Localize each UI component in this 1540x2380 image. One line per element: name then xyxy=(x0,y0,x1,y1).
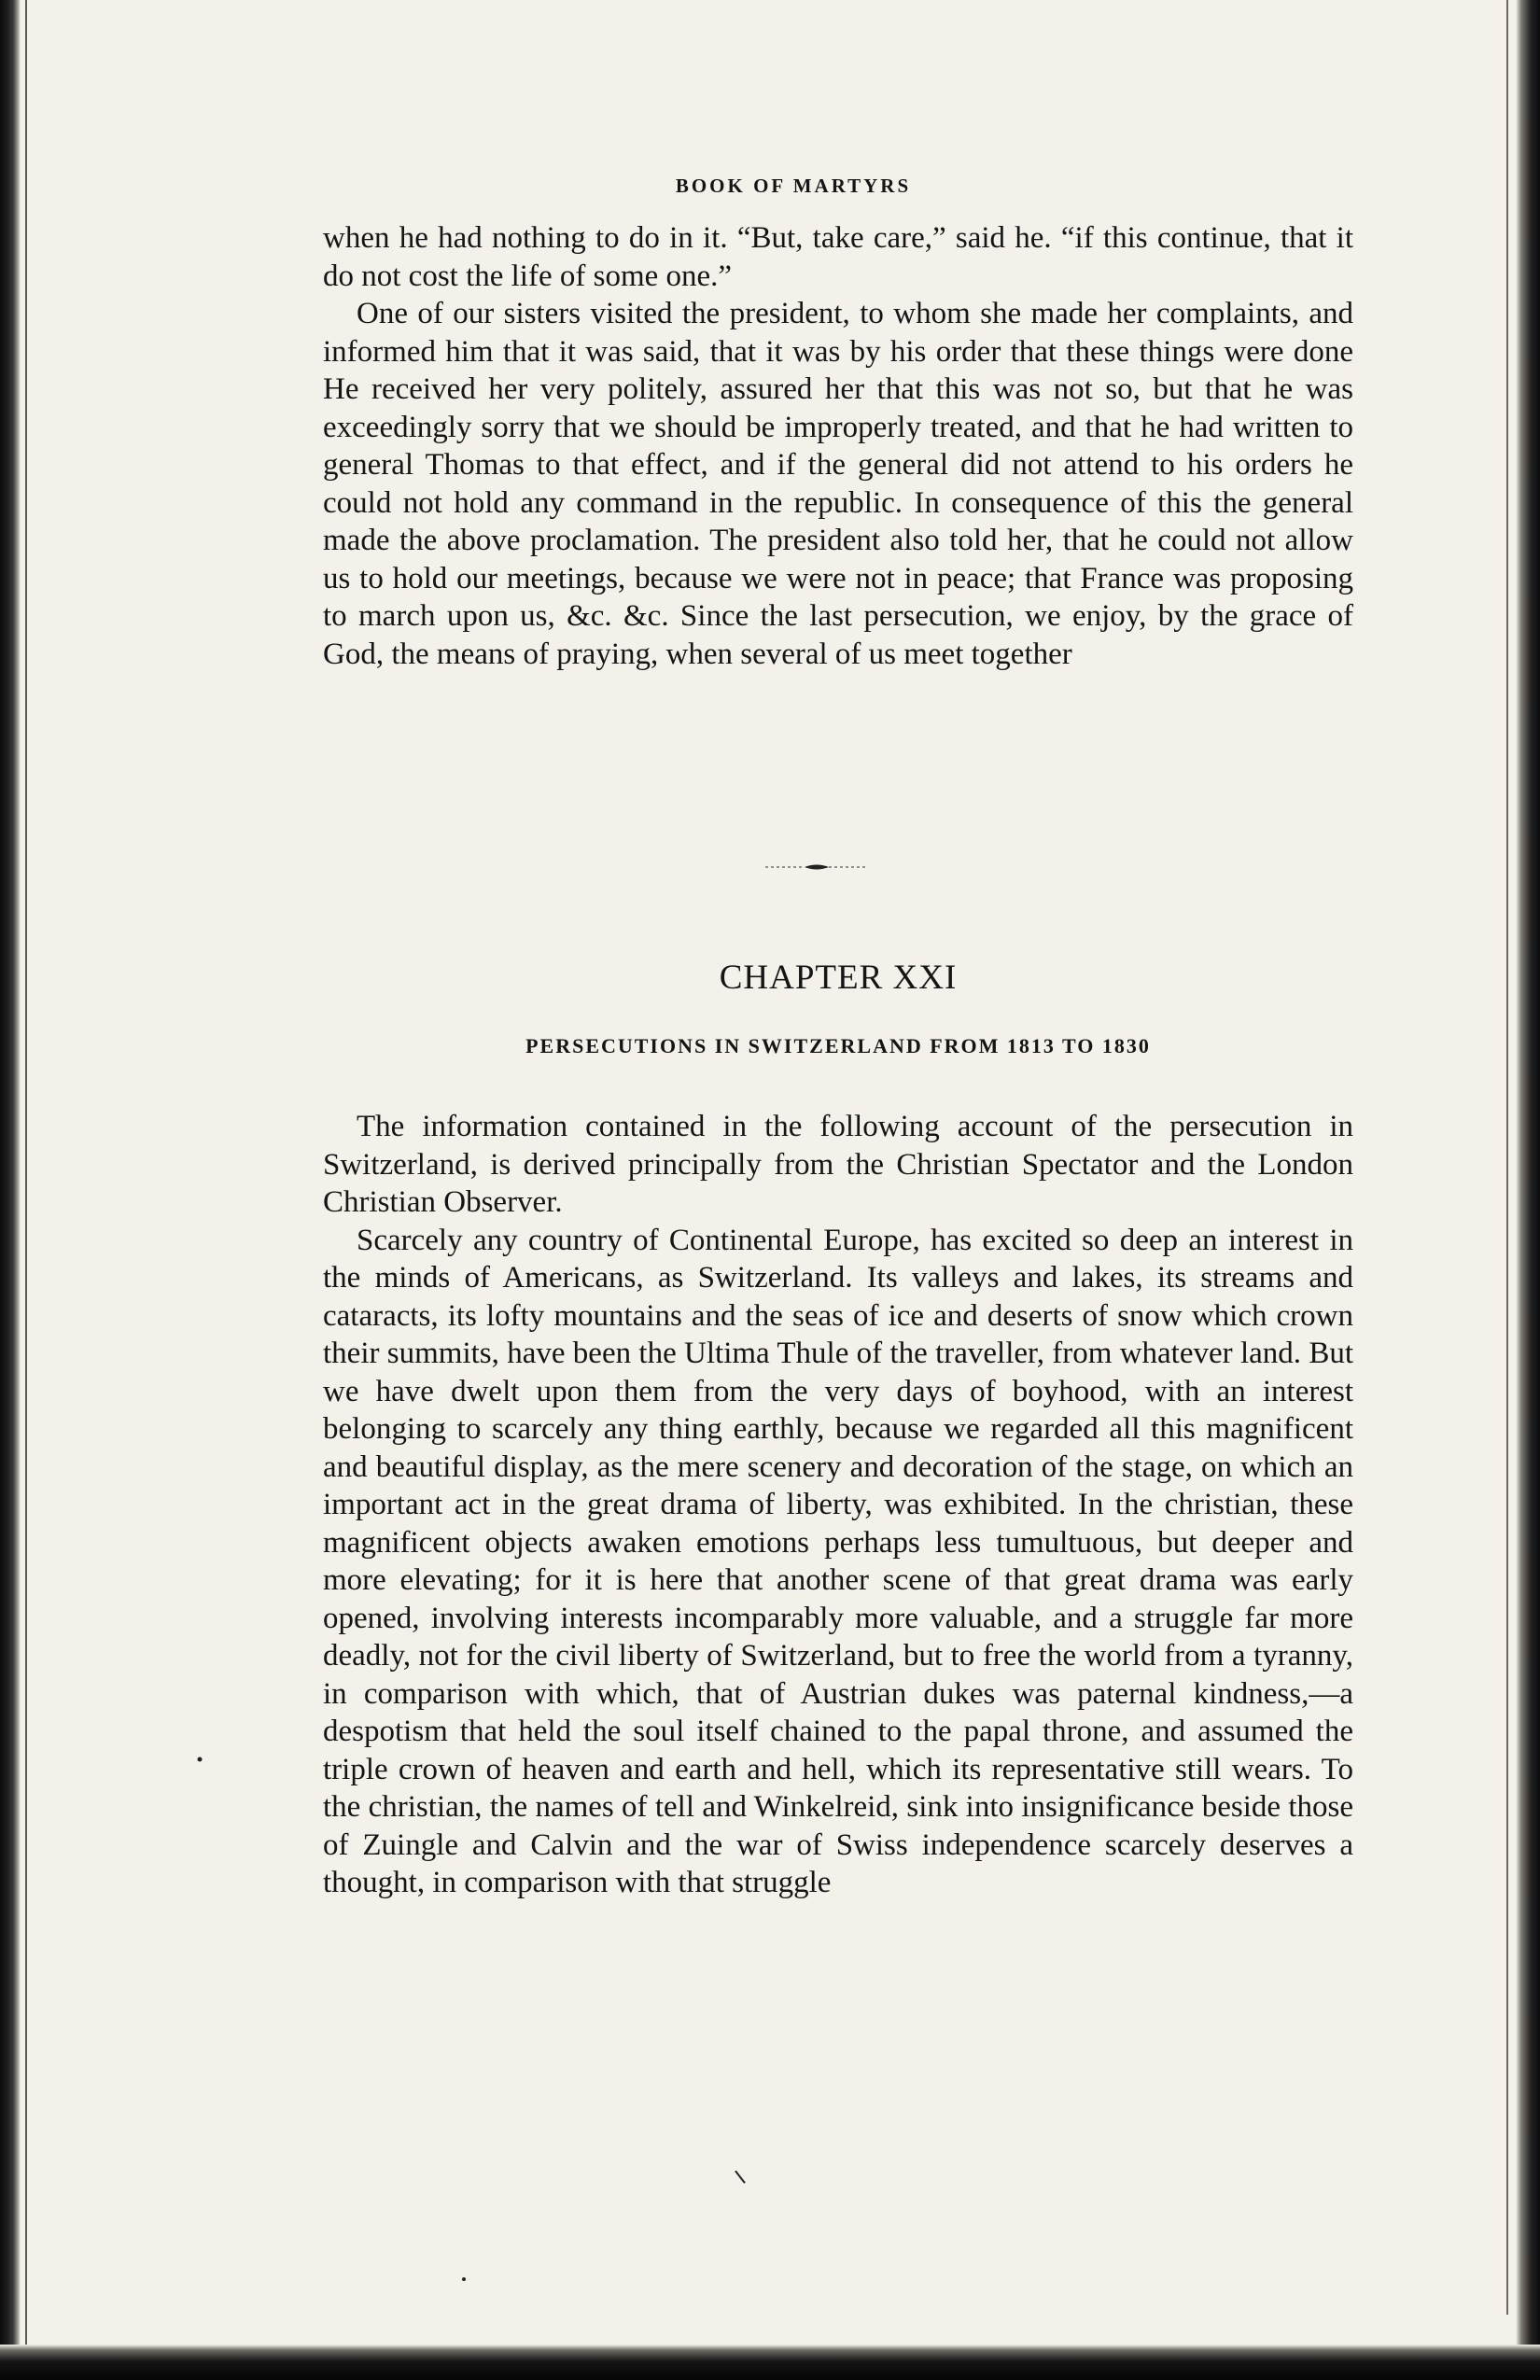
paragraph-continuation: when he had nothing to do in it. “But, take care,” said he. “if this continue, that it do not cost the life of some one.” xyxy=(323,221,1353,293)
paragraph-switzerland: Scarcely any country of Continental Europe, has excited so deep an interest in the minds of Americans, as Switzerland. Its valleys and lakes, its streams and cataracts, its lofty mountains and the seas of ice and deserts of snow which crown their summits, have been the Ultima Thule of the traveller, from whatever land. But we have dwelt upon them from the very days of boyhood, with an interest belonging to scarcely any thing earthly, because we regarded all this magnificent and beautiful display, as the mere scenery and decoration of the stage, on which an important act in the great drama of liberty, was exhibited. In the christian, these magnificent objects awaken emotions perhaps less tumultuous, but deeper and more elevating; for it is here that another scene of that great drama was early opened, involving interests incomparably more valuable, and a struggle far more deadly, not for the civil liberty of Switzerland, but to free the world from a tyranny, in comparison with which, that of Austrian dukes was paternal kindness,—a despotism that held the soul itself chained to the papal throne, and assumed the triple crown of heaven and earth and hell, which its representative still wears. To the christian, the names of tell and Winkelreid, sink into insignificance beside those of Zuingle and Calvin and the war of Swiss independence scarcely deserves a thought, in comparison with that struggle xyxy=(323,1223,1353,1899)
chapter-title: CHAPTER XXI xyxy=(719,959,958,997)
paragraph-sources: The information contained in the following account of the persecution in Switzerland, is derived principally from the Christian Spectator and the London Christian Observer. xyxy=(323,1110,1353,1219)
running-head: BOOK OF MARTYRS xyxy=(675,175,912,197)
chapter-subtitle: PERSECUTIONS IN SWITZERLAND FROM 1813 TO 1830 xyxy=(525,1034,1151,1057)
paragraph-president-visit: One of our sisters visited the president, to whom she made her complaints, and informed him that it was said, that it was by his order that these things were done He received her very politely, assured her that this was not so, but that he was exceedingly sorry that we should be improperly treated, and that he had written to general Thomas to that effect, and if the general did not attend to his orders he could not hold any command in the republic. In consequence of this the general made the above proclamation. The president also told her, that he could not allow us to hold our meetings, because we were not in peace; that France was proposing to march upon us, &c. &c. Since the last persecution, we enjoy, by the grace of God, the means of praying, when several of us meet together xyxy=(323,297,1353,671)
